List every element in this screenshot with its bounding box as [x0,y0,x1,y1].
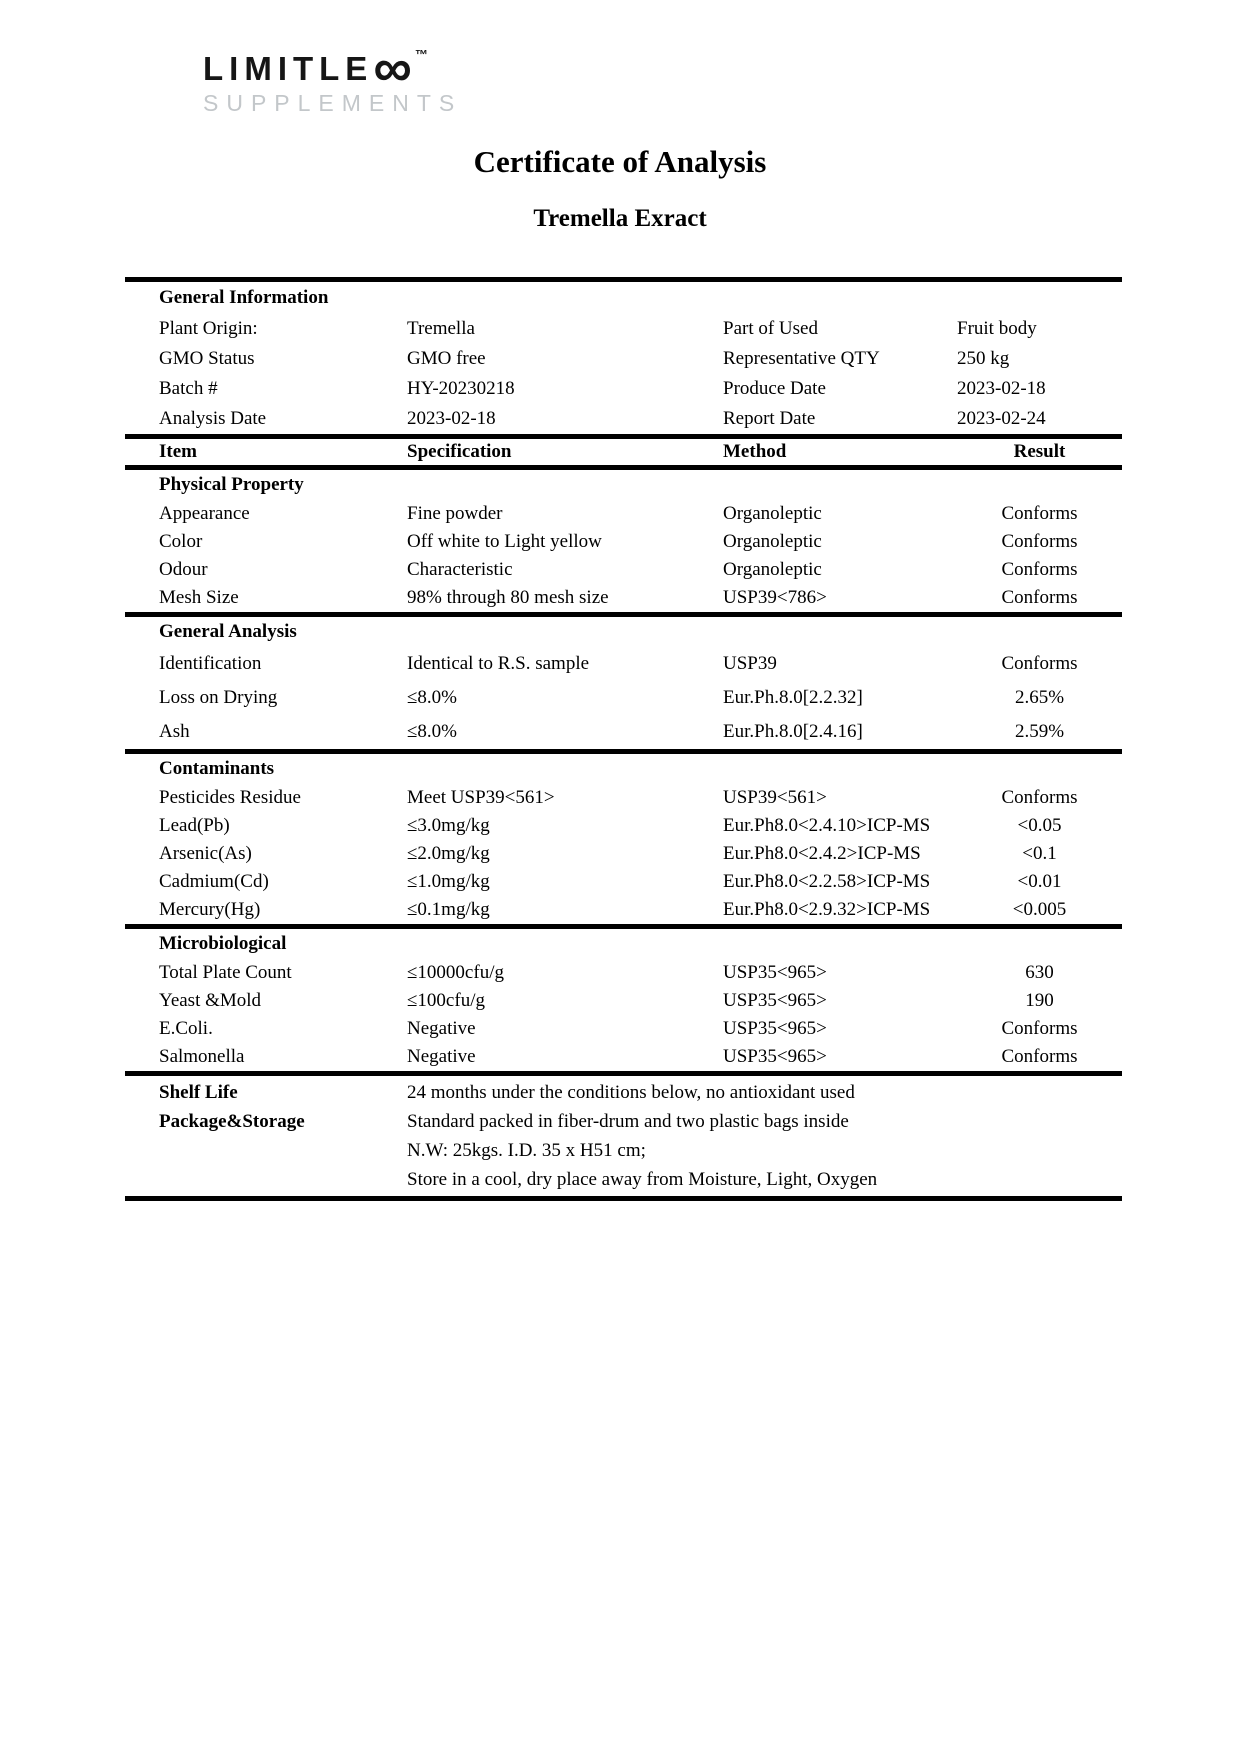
method-cell: USP35<965> [723,1046,827,1067]
specification-cell: Off white to Light yellow [407,531,602,552]
column-header-result: Result [1013,441,1066,462]
section-rows [125,647,1122,749]
table-row [125,868,1122,896]
table-section [125,465,1122,612]
method-cell: Organoleptic [723,503,822,524]
specification-cell: Identical to R.S. sample [407,653,590,674]
info-label: GMO Status [159,348,255,369]
specification-cell: Fine powder [407,503,503,524]
item-cell: Arsenic(As) [159,843,252,864]
item-cell: Odour [159,559,208,580]
info-label: Representative QTY [723,348,880,369]
result-cell: 2.59% [1014,721,1065,742]
trademark-icon: ™ [414,47,428,62]
table-row [125,840,1122,868]
specification-cell: ≤100cfu/g [407,990,485,1011]
section-rows [125,784,1122,924]
info-row [125,314,1122,344]
item-cell: Lead(Pb) [159,815,230,836]
table-row [125,1015,1122,1043]
method-cell: Eur.Ph8.0<2.2.58>ICP-MS [723,871,931,892]
table-body-sections [125,465,1122,1071]
specification-cell: ≤8.0% [407,721,458,742]
footer-rows [125,1078,1122,1194]
footer-text: 24 months under the conditions below, no antioxidant used [407,1081,855,1103]
column-header-item: Item [159,441,197,462]
table-row [125,556,1122,584]
info-row [125,374,1122,404]
table-header-row [125,434,1122,465]
specification-cell: Meet USP39<561> [407,787,555,808]
method-cell: Eur.Ph8.0<2.9.32>ICP-MS [723,899,931,920]
coa-table [125,277,1122,1201]
footer-label: Shelf Life [159,1081,238,1103]
result-cell: 630 [1025,962,1054,983]
page-title: Certificate of Analysis [473,144,767,179]
item-cell: Cadmium(Cd) [159,871,269,892]
method-cell: USP39<786> [723,587,827,608]
method-cell: USP35<965> [723,1018,827,1039]
footer-text: Standard packed in fiber-drum and two plastic bags inside [407,1110,849,1132]
item-cell: Ash [159,721,190,742]
info-label: Report Date [723,408,816,429]
product-name: Tremella Exract [533,205,707,232]
specification-cell: ≤10000cfu/g [407,962,504,983]
brand-wordmark [203,37,462,98]
footer-row [125,1078,1122,1107]
footer-label: Package&Storage [159,1110,305,1132]
method-cell: Eur.Ph8.0<2.4.2>ICP-MS [723,843,921,864]
specification-cell: 98% through 80 mesh size [407,587,609,608]
result-cell: Conforms [1001,1018,1078,1039]
result-cell: Conforms [1001,587,1078,608]
info-label: Batch # [159,378,218,399]
table-section [125,612,1122,749]
table-row [125,812,1122,840]
info-value: GMO free [407,348,486,369]
info-value: 2023-02-18 [957,378,1046,399]
method-cell: USP35<965> [723,962,827,983]
item-cell: Salmonella [159,1046,245,1067]
brand-tagline: SUPPLEMENTS [203,90,463,116]
table-row [125,715,1122,749]
footer-text: N.W: 25kgs. I.D. 35 x H51 cm; [407,1139,646,1161]
table-row [125,896,1122,924]
table-row [125,1043,1122,1071]
general-information-rows [125,314,1122,434]
section-rows [125,959,1122,1071]
method-cell: Eur.Ph.8.0[2.4.16] [723,721,863,742]
table-row [125,647,1122,681]
specification-cell: Characteristic [407,559,513,580]
item-cell: Loss on Drying [159,687,278,708]
table-section [125,749,1122,924]
info-value: Fruit body [957,318,1037,339]
method-cell: Eur.Ph8.0<2.4.10>ICP-MS [723,815,931,836]
section-title: Microbiological [159,933,287,954]
table-row [125,500,1122,528]
method-cell: USP35<965> [723,990,827,1011]
specification-cell: Negative [407,1018,476,1039]
section-title: Physical Property [159,474,304,495]
specification-cell: ≤2.0mg/kg [407,843,490,864]
info-value: HY-20230218 [407,378,515,399]
footer-text: Store in a cool, dry place away from Moisture, Light, Oxygen [407,1168,878,1190]
table-row [125,959,1122,987]
item-cell: Mesh Size [159,587,239,608]
method-cell: Eur.Ph.8.0[2.2.32] [723,687,863,708]
result-cell: <0.01 [1017,871,1062,892]
item-cell: Pesticides Residue [159,787,301,808]
info-label: Analysis Date [159,408,267,429]
specification-cell: ≤0.1mg/kg [407,899,490,920]
item-cell: Mercury(Hg) [159,899,261,920]
section-title: Contaminants [159,758,275,779]
specification-cell: Negative [407,1046,476,1067]
result-cell: Conforms [1001,503,1078,524]
info-label: Plant Origin: [159,318,258,339]
info-label: Produce Date [723,378,826,399]
infinity-icon: ∞ [373,37,412,98]
result-cell: Conforms [1001,787,1078,808]
result-cell: Conforms [1001,1046,1078,1067]
item-cell: Identification [159,653,262,674]
result-cell: 2.65% [1014,687,1065,708]
result-cell: <0.1 [1022,843,1057,864]
result-cell: <0.005 [1012,899,1067,920]
specification-cell: ≤8.0% [407,687,458,708]
result-cell: 190 [1025,990,1054,1011]
specification-cell: ≤1.0mg/kg [407,871,490,892]
section-rows [125,500,1122,612]
result-cell: Conforms [1001,559,1078,580]
item-cell: E.Coli. [159,1018,213,1039]
info-value: 250 kg [957,348,1010,369]
item-cell: Color [159,531,203,552]
section-general-information [125,277,1122,434]
info-row [125,344,1122,374]
result-cell: <0.05 [1017,815,1062,836]
method-cell: USP39<561> [723,787,827,808]
method-cell: Organoleptic [723,531,822,552]
method-cell: Organoleptic [723,559,822,580]
method-cell: USP39 [723,653,777,674]
column-header-method: Method [723,441,787,462]
info-label: Part of Used [723,318,818,339]
footer-row [125,1165,1122,1194]
info-value: Tremella [407,318,475,339]
footer-row [125,1107,1122,1136]
info-value: 2023-02-18 [407,408,496,429]
column-header-specification: Specification [407,441,512,462]
info-value: 2023-02-24 [957,408,1046,429]
table-row [125,528,1122,556]
table-row [125,681,1122,715]
specification-cell: ≤3.0mg/kg [407,815,490,836]
brand-name-text: LIMITLE [203,50,374,87]
section-title: General Analysis [159,621,297,642]
table-row [125,784,1122,812]
info-row [125,404,1122,434]
item-cell: Appearance [159,503,250,524]
result-cell: Conforms [1001,653,1078,674]
item-cell: Yeast &Mold [159,990,262,1011]
table-row [125,584,1122,612]
item-cell: Total Plate Count [159,962,292,983]
section-shelf-life-storage [125,1071,1122,1201]
result-cell: Conforms [1001,531,1078,552]
table-section [125,924,1122,1071]
brand-logo [203,37,463,117]
section-title: General Information [159,287,329,308]
footer-row [125,1136,1122,1165]
table-row [125,987,1122,1015]
